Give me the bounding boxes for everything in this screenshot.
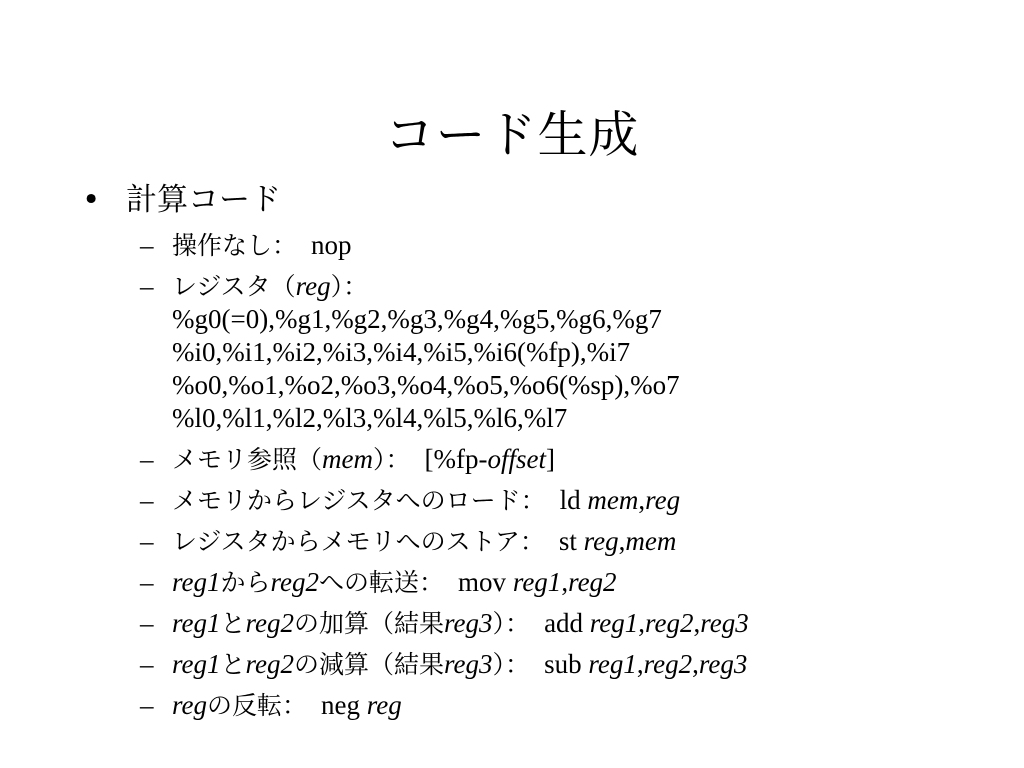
item-label-italic: reg xyxy=(295,271,331,301)
item-label: と xyxy=(220,609,246,638)
item-arg: reg1 xyxy=(589,608,639,638)
item-label-close: ） xyxy=(492,609,506,638)
item-label-italic: reg3 xyxy=(444,649,493,679)
item-label: への転送 xyxy=(319,568,420,597)
item-label-italic: reg2 xyxy=(245,649,295,679)
list-item-neg xyxy=(140,689,1010,722)
item-label: メモリ参照（ xyxy=(172,445,323,474)
item-label: レジスタからメモリへのストア xyxy=(172,527,520,556)
register-line-g: %g0(=0),%g1,%g2,%g3,%g4,%g5,%g6,%g7 xyxy=(172,304,662,334)
item-colon: ： xyxy=(505,650,531,679)
list-item-register xyxy=(140,270,1010,435)
item-label-close: ） xyxy=(373,445,386,474)
item-comma: , xyxy=(693,608,701,638)
item-arg: reg xyxy=(583,526,619,556)
item-arg: reg xyxy=(645,485,681,515)
item-label: の加算（結果 xyxy=(294,609,445,638)
item-colon: ： xyxy=(505,609,531,638)
item-arg: reg1 xyxy=(512,567,562,597)
dash-marker: – xyxy=(140,526,154,556)
dash-marker: – xyxy=(140,230,154,260)
dash-marker: – xyxy=(140,567,154,597)
item-label-close: ） xyxy=(492,650,506,679)
item-op: st xyxy=(558,526,584,556)
item-label: 操作なし xyxy=(172,231,273,260)
item-label: レジスタ（ xyxy=(172,272,296,301)
dash-marker: – xyxy=(140,485,154,515)
item-arg: reg3 xyxy=(698,649,748,679)
item-arg: mem xyxy=(625,526,677,556)
register-line-l: %l0,%l1,%l2,%l3,%l4,%l5,%l6,%l7 xyxy=(172,403,568,433)
item-colon: ： xyxy=(385,445,411,474)
item-label: と xyxy=(220,650,246,679)
list-item-sub xyxy=(140,648,1010,681)
heading-bullet-item xyxy=(82,178,281,222)
item-label-italic: mem xyxy=(322,444,373,474)
item-colon: ： xyxy=(272,231,298,260)
list-item-store xyxy=(140,525,1010,558)
item-code-end: ] xyxy=(546,444,555,474)
item-arg: mem xyxy=(587,485,639,515)
item-comma: , xyxy=(561,567,569,597)
dash-marker: – xyxy=(140,271,154,301)
item-colon: ： xyxy=(520,486,546,515)
item-arg: reg2 xyxy=(568,567,617,597)
item-colon: ： xyxy=(419,568,445,597)
heading-text: 計算コード xyxy=(126,182,281,218)
dash-marker: – xyxy=(140,608,154,638)
item-op: neg xyxy=(321,690,367,720)
item-comma: , xyxy=(636,649,644,679)
item-op: sub xyxy=(544,649,589,679)
item-arg: reg2 xyxy=(645,608,694,638)
item-label-italic: reg xyxy=(172,690,207,720)
item-label: の減算（結果 xyxy=(294,650,445,679)
item-arg: reg2 xyxy=(643,649,693,679)
slide-title: コード生成 xyxy=(384,106,640,164)
item-op: ld xyxy=(559,485,588,515)
item-comma: , xyxy=(638,485,646,515)
bullet-icon: • xyxy=(82,182,101,218)
item-label: の反転 xyxy=(207,691,283,720)
item-colon: ： xyxy=(519,527,545,556)
item-comma: , xyxy=(618,526,626,556)
item-code: nop xyxy=(311,230,352,260)
list-item-load xyxy=(140,484,1010,517)
sub-item-list xyxy=(140,229,1010,730)
item-colon: ： xyxy=(282,691,308,720)
item-label-italic: reg1 xyxy=(172,649,221,679)
list-item-nop xyxy=(140,229,1010,262)
list-item-mov xyxy=(140,566,1010,599)
item-arg: reg xyxy=(366,690,402,720)
item-op: add xyxy=(544,608,590,638)
item-label: から xyxy=(220,568,271,597)
list-item-memref xyxy=(140,443,1010,476)
item-comma: , xyxy=(692,649,699,679)
item-label-close: ） xyxy=(330,272,344,301)
item-label: メモリからレジスタへのロード xyxy=(172,486,521,515)
item-code: [%fp- xyxy=(424,444,488,474)
item-code-italic: offset xyxy=(487,444,546,474)
list-item-add xyxy=(140,607,1010,640)
dash-marker: – xyxy=(140,690,154,720)
item-arg: reg1 xyxy=(588,649,637,679)
register-line-i: %i0,%i1,%i2,%i3,%i4,%i5,%i6(%fp),%i7 xyxy=(172,337,631,367)
dash-marker: – xyxy=(140,444,154,474)
item-op: mov xyxy=(458,567,513,597)
item-comma: , xyxy=(638,608,646,638)
item-label-italic: reg2 xyxy=(245,608,295,638)
dash-marker: – xyxy=(140,649,154,679)
item-label-italic: reg2 xyxy=(270,567,320,597)
item-arg: reg3 xyxy=(700,608,749,638)
item-label-italic: reg1 xyxy=(172,567,221,597)
register-line-o: %o0,%o1,%o2,%o3,%o4,%o5,%o6(%sp),%o7 xyxy=(172,370,680,400)
item-label-italic: reg1 xyxy=(172,608,221,638)
item-colon: ： xyxy=(343,272,369,301)
item-label-italic: reg3 xyxy=(444,608,493,638)
